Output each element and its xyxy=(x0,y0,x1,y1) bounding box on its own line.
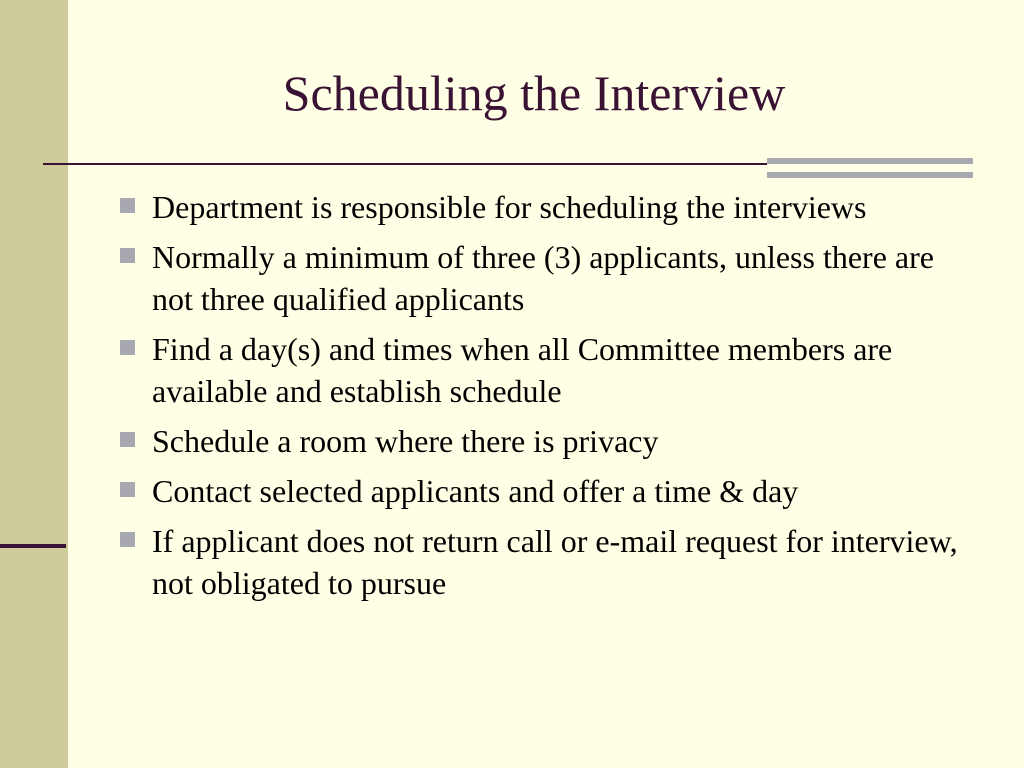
square-bullet-icon xyxy=(120,198,135,213)
bullet-text: Contact selected applicants and offer a time & day xyxy=(152,473,799,509)
square-bullet-icon xyxy=(120,340,135,355)
bullet-item xyxy=(116,236,976,320)
square-bullet-icon xyxy=(120,432,135,447)
bullet-item xyxy=(116,420,976,462)
title-underline-rule xyxy=(43,163,767,165)
left-accent-rule xyxy=(0,544,66,548)
accent-bar-top xyxy=(767,158,973,164)
left-decorative-band xyxy=(0,0,68,768)
bullet-text: If applicant does not return call or e-mail request for interview, not obligated to pursue xyxy=(152,523,958,601)
square-bullet-icon xyxy=(120,532,135,547)
accent-bar-bottom xyxy=(767,172,973,178)
bullet-item xyxy=(116,328,976,412)
square-bullet-icon xyxy=(120,482,135,497)
slide-title: Scheduling the Interview xyxy=(282,65,786,121)
bullet-item xyxy=(116,520,976,604)
bullet-list xyxy=(116,186,976,612)
bullet-text: Find a day(s) and times when all Committee members are available and establish schedule xyxy=(152,331,893,409)
bullet-item xyxy=(116,186,976,228)
bullet-text: Schedule a room where there is privacy xyxy=(152,423,659,459)
bullet-text: Normally a minimum of three (3) applicants, unless there are not three qualified applicants xyxy=(152,239,934,317)
square-bullet-icon xyxy=(120,248,135,263)
bullet-text: Department is responsible for scheduling the interviews xyxy=(152,189,867,225)
bullet-item xyxy=(116,470,976,512)
